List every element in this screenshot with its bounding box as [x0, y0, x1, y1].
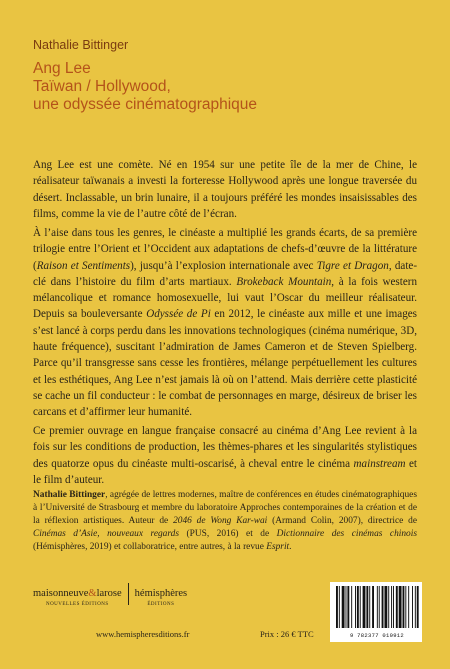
author-bio [33, 489, 417, 554]
author-name: Nathalie Bittinger [33, 38, 129, 52]
p2-text-c: , date-clé dans l’histoire du film d’arts martiaux. [33, 259, 418, 288]
p3-text-a: Ce premier ouvrage en langue française consacré au cinéma d’Ang Lee revient à la fois sur les conditions de production, les thèmes-phares et les singularités stylistiques des quatorze opus du cinéaste multi-oscarisé, à cheval entre le cinéma [33, 425, 417, 470]
p2-text-b: ), jusqu’à l’explosion internationale avec [130, 259, 317, 272]
paragraph-3 [33, 423, 417, 488]
barcode-bar [388, 586, 389, 628]
publisher-logo-maisonneuve [33, 583, 122, 607]
bio-text-e: . [289, 542, 292, 552]
barcode-bar [363, 586, 366, 628]
bio-text-d: (Hémisphères, 2019) et collaboratrice, entre autres, à la revue [33, 542, 267, 552]
isbn-number: 9 782377 010912 [349, 632, 404, 639]
pub2-subtitle: ÉDITIONS [147, 602, 175, 607]
barcode-bar [351, 586, 352, 628]
p2-text-d: , à la fois western mélancolique et romance homosexuelle, lui vaut l’Oscar du meilleur réalisateur. Depuis sa bouleversante [33, 275, 417, 321]
bio-italic-b: Cinémas d’Asie, nouveaux regards [33, 529, 179, 539]
barcode-bar [369, 586, 370, 628]
barcode-bar [339, 586, 340, 628]
title-line-2: Taïwan / Hollywood, [33, 78, 171, 95]
book-title [33, 60, 257, 114]
price: Prix : 26 € TTC [260, 629, 314, 639]
publisher-logos [33, 583, 187, 607]
p3-text-b: et le film d’auteur. [33, 457, 417, 486]
barcode-bar [382, 586, 384, 628]
barcode-bar [403, 586, 405, 628]
bio-text-b: (Armand Colin, 2007), directrice de [267, 516, 417, 526]
title-line-3: une odyssée cinématographique [33, 96, 258, 113]
paragraph-1-text: Ang Lee est une comète. Né en 1954 sur une petite île de la mer de Chine, le réalisateur taïwanais a investi la forteresse Hollywood après une longue traversée du désert. Inclassable, un brin lunaire, il a toujours préféré les mondes insaisissables des films, comme la vie de l’autre côté de l’écran. [33, 159, 417, 220]
barcode-bar [379, 586, 380, 628]
barcode-bar [393, 586, 394, 628]
bio-italic-c: Dictionnaire des cinémas chinois [276, 529, 417, 539]
barcode-bar [417, 586, 419, 628]
pub2-name: hémisphères [134, 588, 188, 599]
p2-italic-a: Raison et Sentiments [36, 259, 131, 272]
barcode-bars [330, 582, 422, 630]
title-line-1: Ang Lee [33, 60, 91, 77]
barcode-bar [347, 586, 349, 628]
bio-italic-d: Esprit [266, 542, 290, 552]
pub1-subtitle: NOUVELLES ÉDITIONS [45, 602, 109, 607]
pub1-ampersand: & [88, 588, 97, 599]
barcode-bar [408, 586, 409, 628]
publisher-website: www.hemispheresditions.fr [96, 629, 190, 639]
pub1-part-b: larose [96, 588, 122, 599]
bio-text-a: , agrégée de lettres modernes, maître de conférences en études cinématographiques à l’Université de Strasbourg et membre du laboratoire Approches contemporaines de la création et de la réflexion artistiques. Auteur de [33, 490, 417, 526]
p2-text-a: À l’aise dans tous les genres, le cinéaste a multiplié les grands écarts, de sa première trilogie entre l’Orient et l’Occident aux adaptations de chefs-d’œuvre de la littérature ( [33, 227, 417, 272]
barcode-bar [391, 586, 392, 628]
bio-text-c: (PUS, 2016) et de [179, 529, 277, 539]
p3-italic-a: mainstream [353, 457, 406, 470]
barcode-bar [384, 586, 387, 628]
p2-text-e: en 2012, le cinéaste aux mille et une images s’est lancé à corps perdu dans les innovations technologiques (cinéma numérique, 3D, haute fréquence), suscitant l’admiration de James Cameron et de Steven Spielberg. Parce qu’il transgresse sans cesse les frontières, mélange perpétuellement les cultures et les esthétiques, Ang Lee n’est jamais là où on l’attend. Mais derrière cette plasticité se cache un fil conducteur : le combat de personnages en marge, désireux de briser les carcans et d’affirmer leur humanité. [33, 308, 417, 419]
barcode-bar [346, 586, 347, 628]
barcode-bar [336, 586, 338, 628]
pub1-part-a: maisonneuve [33, 588, 89, 599]
barcode-bar [342, 586, 345, 628]
paragraph-2 [33, 225, 417, 421]
barcode-bar [405, 586, 406, 628]
barcode-bar [399, 586, 402, 628]
barcode-bar [396, 586, 398, 628]
barcode-bar [355, 586, 356, 628]
barcode-bar [357, 586, 359, 628]
barcode-bar [412, 586, 413, 628]
barcode-bar [360, 586, 361, 628]
barcode-bar [366, 586, 368, 628]
paragraph-1 [33, 157, 417, 222]
p2-italic-b: Tigre et Dragon [316, 259, 389, 272]
publisher-logo-hemispheres [135, 583, 188, 607]
p2-italic-c: Brokeback Mountain [236, 275, 332, 288]
bio-italic-a: 2046 de Wong Kar-wai [173, 516, 268, 526]
p2-italic-d: Odyssée de Pi [146, 308, 211, 321]
barcode-bar [415, 586, 416, 628]
bio-name: Nathalie Bittinger [33, 490, 106, 500]
publisher-divider [128, 583, 129, 605]
barcode-bar [377, 586, 378, 628]
barcode-bar [372, 586, 374, 628]
